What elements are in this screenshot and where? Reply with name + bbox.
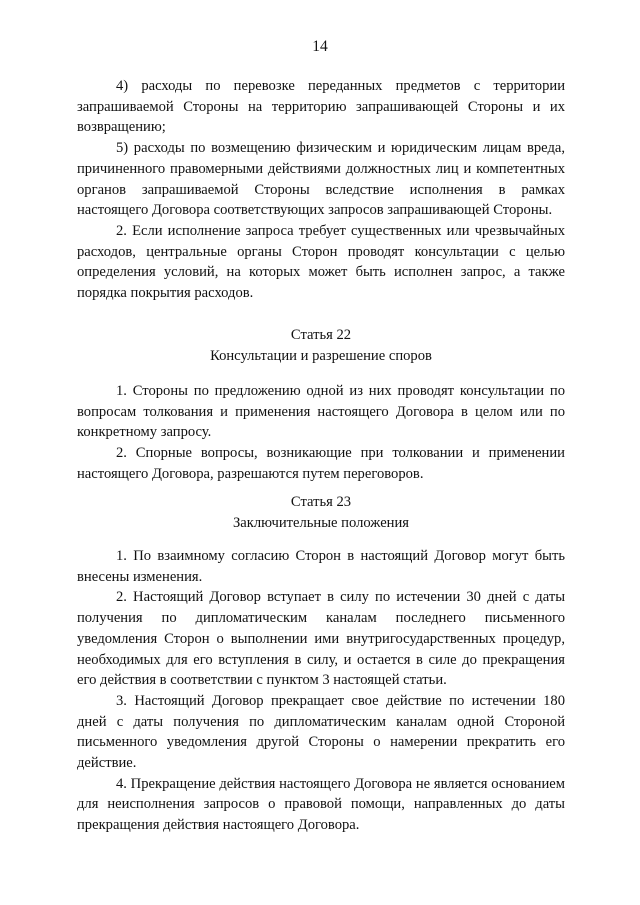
article-23-paragraph-4: 4. Прекращение действия настоящего Договора не является основанием для неисполнения запросов о правовой помощи, направленных до даты прекращения действия настоящего Договора. [77, 775, 565, 834]
article-23-paragraph-3: 3. Настоящий Договор прекращает свое действие по истечении 180 дней с даты получения по дипломатическим каналам одной Стороной письменного уведомления другой Стороны о намерении прекратить его действие. [77, 692, 565, 772]
article-22-paragraph-1: 1. Стороны по предложению одной из них проводят консультации по вопросам толкования и применения настоящего Договора в целом или по конкретному запросу. [77, 383, 565, 441]
article-23-body [77, 546, 565, 836]
article-22-heading [77, 325, 565, 366]
expenses-section [77, 76, 565, 304]
article-23-title: Заключительные положения [232, 514, 410, 531]
article-23-paragraph-2: 2. Настоящий Договор вступает в силу по истечении 30 дней с даты получения по дипломатическим каналам последнего письменного уведомления Сторон о выполнении ими внутригосударственных процедур, необходимых для его вступления в силу, и остается в силе до прекращения его действия в соответствии с пунктом 3 настоящей статьи. [77, 589, 565, 689]
paragraph-expenses-item-5: 5) расходы по возмещению физическим и юридическим лицам вреда, причиненного правомерными действиями должностных лиц и компетентных органов запрашиваемой Стороны вследствие исполнения в рамках настоящего Договора соответствующих запросов запрашивающей Стороны. [77, 140, 565, 219]
article-23-heading [77, 492, 565, 533]
paragraph-extraordinary-expenses: 2. Если исполнение запроса требует существенных или чрезвычайных расходов, центральные органы Сторон проводят консультации с целью определения условий, на которых может быть исполнен запрос, а также порядка покрытия расходов. [77, 222, 565, 302]
paragraph-expenses-item-4: 4) расходы по перевозке переданных предметов с территории запрашиваемой Стороны на территорию запрашивающей Стороны и их возвращению; [77, 78, 565, 136]
page-number: 14 [312, 38, 328, 55]
article-22-title: Консультации и разрешение споров [210, 347, 432, 364]
article-23-paragraph-1: 1. По взаимному согласию Сторон в настоящий Договор могут быть внесены изменения. [77, 548, 565, 585]
article-22-paragraph-2: 2. Спорные вопросы, возникающие при толковании и применении настоящего Договора, разрешаются путем переговоров. [77, 445, 565, 482]
article-22-body [77, 381, 565, 485]
article-22-number: Статья 22 [290, 327, 352, 343]
article-23-number: Статья 23 [290, 494, 352, 510]
